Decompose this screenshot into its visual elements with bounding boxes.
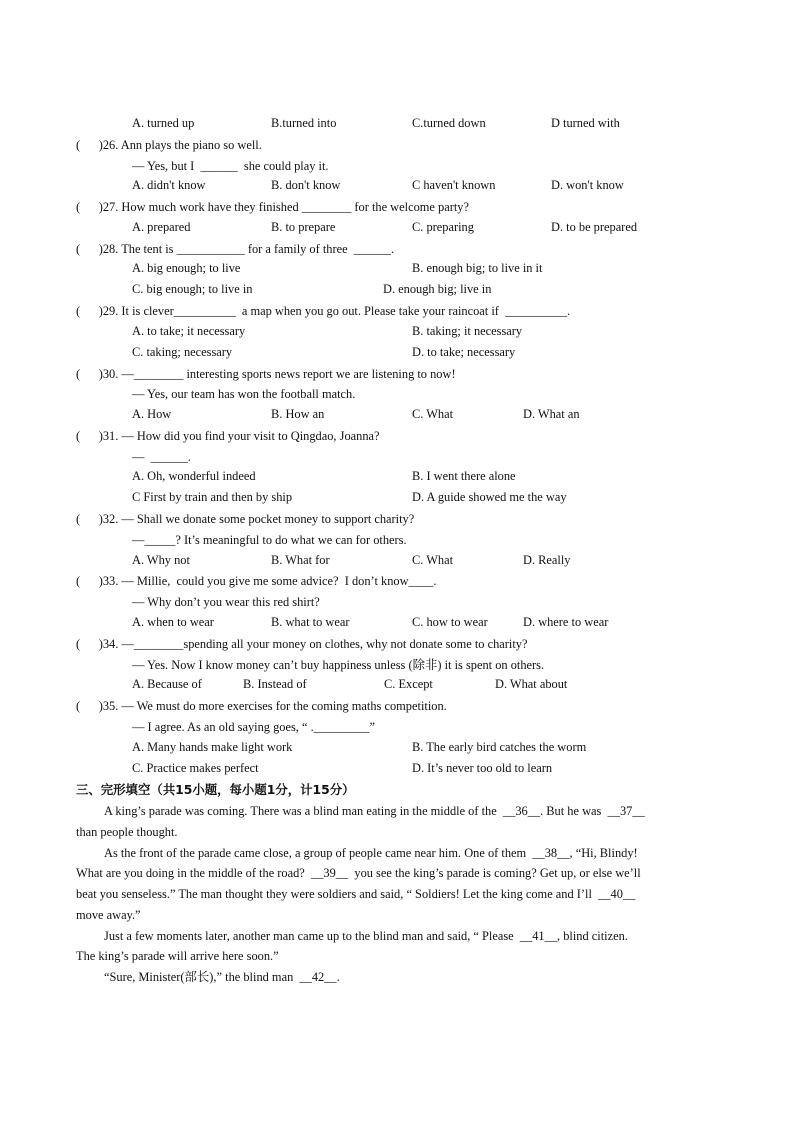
option: C. preparing <box>412 220 474 234</box>
option: A. didn't know <box>132 178 206 192</box>
passage-line: As the front of the parade came close, a group of people came near him. One of them __38__, “Hi, Blindy! <box>104 846 638 860</box>
option: B. don't know <box>271 178 341 192</box>
option: A. prepared <box>132 220 191 234</box>
option: D. where to wear <box>523 615 609 629</box>
option: B. to prepare <box>271 220 336 234</box>
option: C. Practice makes perfect <box>132 761 259 775</box>
option: A. Many hands make light work <box>132 740 293 754</box>
question-stem: ( )35. — We must do more exercises for the coming maths competition. <box>76 699 447 713</box>
question-stem: ( )32. — Shall we donate some pocket money to support charity? <box>76 512 415 526</box>
option: B. Instead of <box>243 677 307 691</box>
option: D. to be prepared <box>551 220 638 234</box>
question-stem: ( )34. —________spending all your money on clothes, why not donate some to charity? <box>76 637 528 651</box>
passage-line: Just a few moments later, another man came up to the blind man and said, “ Please __41__, blind citizen. <box>104 929 628 943</box>
question-line: — Why don’t you wear this red shirt? <box>132 595 320 609</box>
question-line: — I agree. As an old saying goes, “ ._________” <box>132 720 375 734</box>
question-stem: ( )33. — Millie, could you give me some advice? I don’t know____. <box>76 574 437 588</box>
option: A. turned up <box>132 116 195 130</box>
passage-line: The king’s parade will arrive here soon.” <box>76 949 279 963</box>
passage-line: than people thought. <box>76 825 178 839</box>
option: C. big enough; to live in <box>132 282 253 296</box>
question-line: — Yes, but I ______ she could play it. <box>132 159 329 173</box>
option: B. What for <box>271 553 330 567</box>
question-line: —_____? It’s meaningful to do what we can for others. <box>132 533 407 547</box>
option: A. Oh, wonderful indeed <box>132 469 256 483</box>
passage-line: A king’s parade was coming. There was a blind man eating in the middle of the __36__. But he was __37__ <box>104 804 645 818</box>
option: D. What an <box>523 407 580 421</box>
option: C haven't known <box>412 178 496 192</box>
option: B. The early bird catches the worm <box>412 740 587 754</box>
question-stem: ( )29. It is clever__________ a map when you go out. Please take your raincoat if __________. <box>76 304 571 318</box>
option: A. big enough; to live <box>132 261 241 275</box>
passage-line: What are you doing in the middle of the road? __39__ you see the king’s parade is coming? Get up, or else we’ll <box>76 866 641 880</box>
option: D. enough big; live in <box>383 282 492 296</box>
option: B. How an <box>271 407 325 421</box>
option: C First by train and then by ship <box>132 490 293 504</box>
option: B. what to wear <box>271 615 350 629</box>
question-stem: ( )26. Ann plays the piano so well. <box>76 138 262 152</box>
option: A. How <box>132 407 172 421</box>
option: A. when to wear <box>132 615 214 629</box>
option: A. Why not <box>132 553 190 567</box>
option: D turned with <box>551 116 620 130</box>
option: A. Because of <box>132 677 202 691</box>
option: C. What <box>412 407 454 421</box>
option: D. A guide showed me the way <box>412 490 567 504</box>
question-stem: ( )31. — How did you find your visit to Qingdao, Joanna? <box>76 429 380 443</box>
option: D. Really <box>523 553 571 567</box>
option: D. What about <box>495 677 568 691</box>
option: C. taking; necessary <box>132 345 233 359</box>
passage-line: beat you senseless.” The man thought they were soldiers and said, “ Soldiers! Let the king come and I’ll __40__ <box>76 887 636 901</box>
option: B. enough big; to live in it <box>412 261 543 275</box>
option: A. to take; it necessary <box>132 324 246 338</box>
option: B. taking; it necessary <box>412 324 523 338</box>
question-stem: ( )30. —________ interesting sports news report we are listening to now! <box>76 367 456 381</box>
option: B.turned into <box>271 116 337 130</box>
option: C. Except <box>384 677 433 691</box>
option: B. I went there alone <box>412 469 516 483</box>
passage-line: move away.” <box>76 908 141 922</box>
passage-line: “Sure, Minister(部长),” the blind man __42__. <box>104 970 340 984</box>
option: D. won't know <box>551 178 624 192</box>
question-stem: ( )28. The tent is ___________ for a family of three ______. <box>76 242 395 256</box>
question-stem: ( )27. How much work have they finished ________ for the welcome party? <box>76 200 469 214</box>
question-line: — ______. <box>132 450 191 464</box>
section-heading: 三、完形填空（共15小题，每小题1分，计15分） <box>76 782 355 797</box>
option: D. It’s never too old to learn <box>412 761 553 775</box>
option: C. What <box>412 553 454 567</box>
option: D. to take; necessary <box>412 345 516 359</box>
question-line: — Yes, our team has won the football match. <box>132 387 356 401</box>
option: C.turned down <box>412 116 486 130</box>
option: C. how to wear <box>412 615 488 629</box>
question-line: — Yes. Now I know money can’t buy happiness unless (除非) it is spent on others. <box>132 658 545 672</box>
